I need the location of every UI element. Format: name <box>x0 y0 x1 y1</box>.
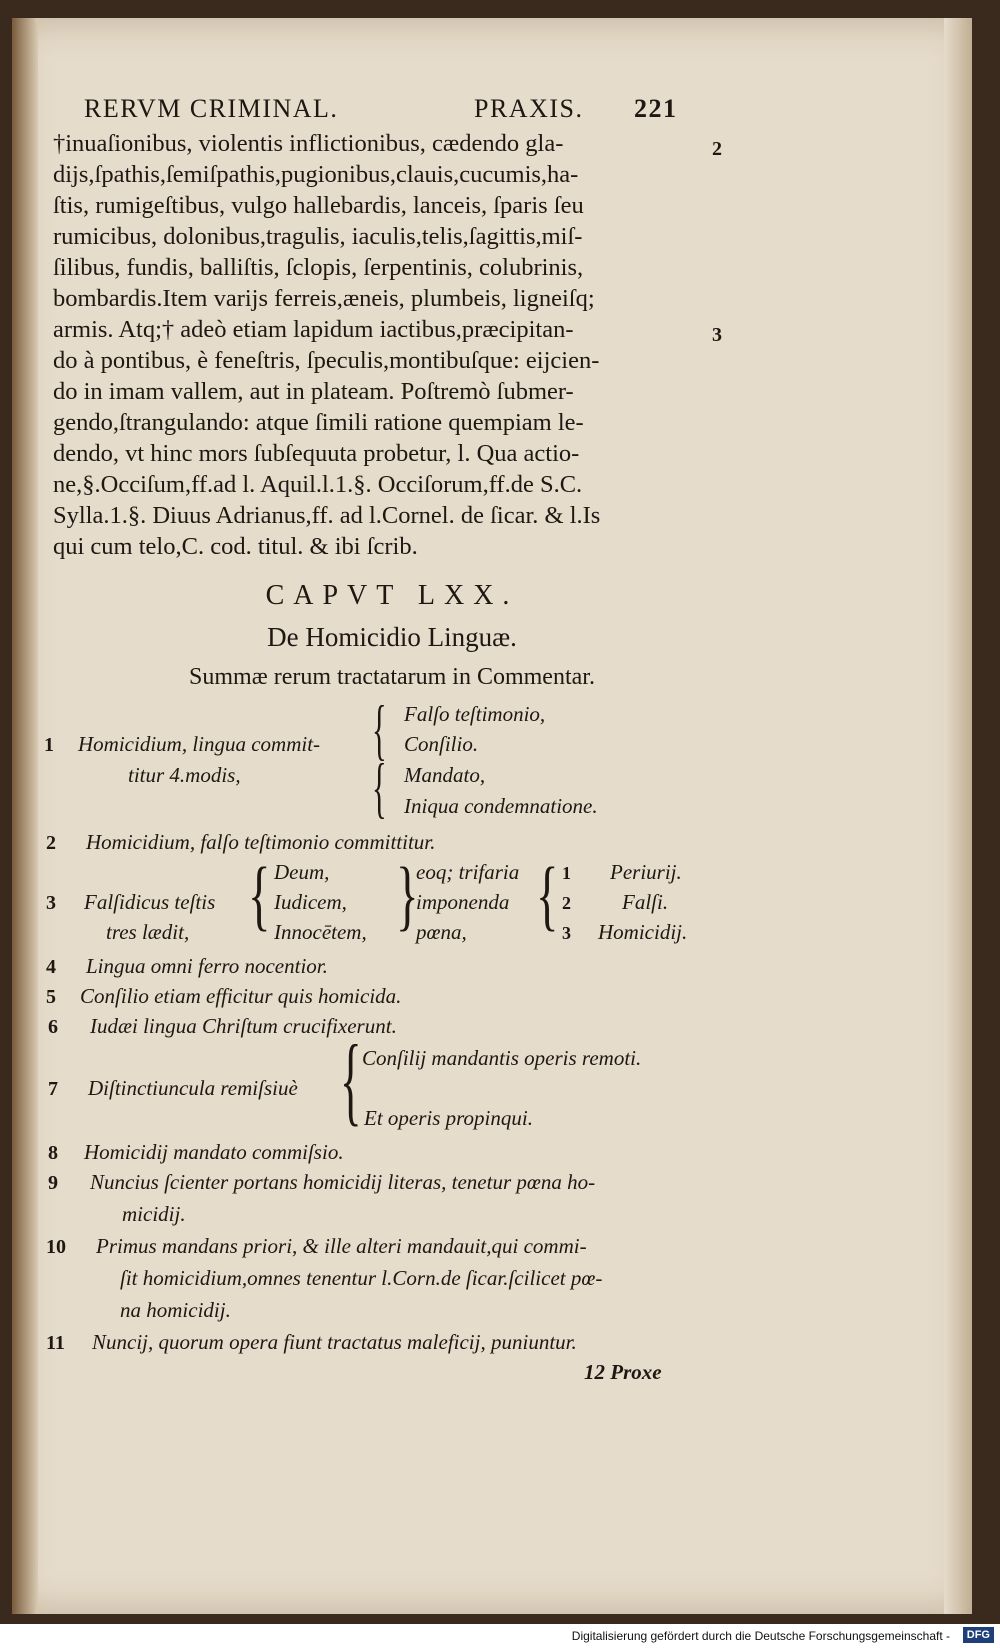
summary-item-10-b: ſit homicidium,omnes tenentur l.Corn.de ſicar.ſcilicet pœ- <box>120 1266 603 1290</box>
summary-item-7-option-1: Conſilij mandantis operis remoti. <box>362 1046 642 1070</box>
summary-item-1-option-1: Falſo teſtimonio, <box>404 702 546 726</box>
summary-item-1-b: titur 4.modis, <box>128 763 241 787</box>
summary-number-2: 2 <box>46 832 56 854</box>
chapter-subtitle: De Homicidio Linguæ. <box>267 622 517 652</box>
brace-item-3-b: } <box>396 851 419 938</box>
body-line-9: do in imam vallem, aut in plateam. Poſtremò ſubmer- <box>53 378 574 405</box>
summary-number-7: 7 <box>48 1078 58 1100</box>
book-spine-shadow <box>12 18 38 1614</box>
summary-number-1: 1 <box>44 734 54 756</box>
page-edge <box>944 18 972 1614</box>
body-line-1: †inuaſionibus, violentis inflictionibus, cædendo gla- <box>53 130 564 157</box>
body-line-13: Sylla.1.§. Diuus Adrianus,ff. ad l.Cornel. de ſicar. & l.Is <box>53 502 601 529</box>
brace-item-3-c: { <box>536 851 559 938</box>
summary-item-10-c: na homicidij. <box>120 1298 231 1322</box>
summary-item-3-b: tres lædit, <box>106 920 190 944</box>
summary-item-3-object-1: Deum, <box>274 860 330 884</box>
summary-item-3-penalty-2: imponenda <box>416 890 510 914</box>
body-line-14: qui cum telo,C. cod. titul. & ibi ſcrib. <box>53 533 418 560</box>
summary-item-10-a: Primus mandans priori, & ille alteri mandauit,qui commi- <box>96 1234 587 1258</box>
summary-number-11: 11 <box>46 1332 65 1354</box>
summary-number-4: 4 <box>46 956 56 978</box>
brace-item-3-a: { <box>248 851 271 938</box>
body-line-2: dijs,ſpathis,ſemiſpathis,pugionibus,clauis,cucumis,ha- <box>53 161 579 188</box>
brace-item-1-lower: { <box>372 749 387 825</box>
summary-number-9: 9 <box>48 1172 58 1194</box>
digitization-footer <box>0 1624 1000 1648</box>
summary-item-1-option-4: Iniqua condemnatione. <box>404 794 598 818</box>
summary-item-3-kind-number-3: 3 <box>562 923 571 943</box>
summary-item-9-b: micidij. <box>122 1202 186 1226</box>
summary-item-3-kind-3: Homicidij. <box>598 920 688 944</box>
book-page <box>12 18 972 1614</box>
summary-item-1-option-3: Mandato, <box>404 763 486 787</box>
summary-number-5: 5 <box>46 986 56 1008</box>
summary-number-8: 8 <box>48 1142 58 1164</box>
summary-heading: Summæ rerum tractatarum in Commentar. <box>189 664 595 690</box>
summary-item-7-option-2: Et operis propinqui. <box>364 1106 533 1130</box>
body-line-5: ſilibus, fundis, balliſtis, ſclopis, ſerpentinis, colubrinis, <box>53 254 584 281</box>
body-line-7: armis. Atq;† adeò etiam lapidum iactibus,præcipitan- <box>53 316 574 343</box>
running-title-2: PRAXIS. <box>474 94 584 123</box>
summary-item-11: Nuncij, quorum opera fiunt tractatus maleficij, puniuntur. <box>92 1330 577 1354</box>
summary-item-4: Lingua omni ferro nocentior. <box>86 954 328 978</box>
chapter-title: CAPVT LXX. <box>265 580 519 611</box>
summary-item-3-penalty-3: pœna, <box>416 920 467 944</box>
summary-item-3-kind-1: Periurij. <box>610 860 682 884</box>
summary-item-6: Iudæi lingua Chriſtum crucifixerunt. <box>90 1014 397 1038</box>
summary-item-1-a: Homicidium, lingua commit- <box>78 732 321 756</box>
body-line-12: ne,§.Occiſum,ff.ad l. Aquil.l.1.§. Occiſorum,ff.de S.C. <box>53 471 583 498</box>
summary-item-3-object-2: Iudicem, <box>274 890 347 914</box>
summary-item-9-a: Nuncius ſcienter portans homicidij literas, tenetur pœna ho- <box>90 1170 596 1194</box>
summary-item-3-penalty-1: eoq; trifaria <box>416 860 520 884</box>
dfg-logo: DFG <box>963 1627 994 1643</box>
summary-item-3-kind-number-1: 1 <box>562 863 571 883</box>
summary-item-3-a: Falſidicus teſtis <box>84 890 216 914</box>
summary-number-3: 3 <box>46 892 56 914</box>
body-line-3: ſtis, rumigeſtibus, vulgo hallebardis, lanceis, ſparis ſeu <box>53 192 584 219</box>
body-line-8: do à pontibus, è feneſtris, ſpeculis,montibuſque: eijcien- <box>53 347 600 374</box>
body-line-4: rumicibus, dolonibus,tragulis, iaculis,telis,ſagittis,miſ- <box>53 223 583 250</box>
summary-item-1-option-2: Conſilio. <box>404 732 479 756</box>
page-number: 221 <box>634 94 678 123</box>
summary-item-8: Homicidij mandato commiſsio. <box>84 1140 344 1164</box>
summary-item-7-a: Diſtinctiuncula remiſsiuè <box>88 1076 298 1100</box>
summary-number-6: 6 <box>48 1016 58 1038</box>
summary-item-3-kind-2: Falſi. <box>622 890 669 914</box>
margin-number-3: 3 <box>712 324 722 346</box>
summary-item-2: Homicidium, falſo teſtimonio committitur. <box>86 830 436 854</box>
footer-credit: Digitalisierung gefördert durch die Deutsche Forschungsgemeinschaft - <box>571 1629 950 1643</box>
catchword: 12 Proxe <box>584 1360 662 1384</box>
summary-item-5: Conſilio etiam efficitur quis homicida. <box>80 984 402 1008</box>
summary-item-3-object-3: Innocētem, <box>274 920 367 944</box>
running-title: RERVM CRIMINAL. <box>84 94 339 123</box>
body-line-10: gendo,ſtrangulando: atque ſimili ratione quempiam le- <box>53 409 584 436</box>
brace-item-7: { <box>340 1024 362 1135</box>
margin-number-2: 2 <box>712 138 722 160</box>
body-line-11: dendo, vt hinc mors ſubſequuta probetur, l. Qua actio- <box>53 440 580 467</box>
brace-item-1: { <box>372 691 387 767</box>
summary-number-10: 10 <box>46 1236 66 1258</box>
summary-item-3-kind-number-2: 2 <box>562 893 571 913</box>
body-line-6: bombardis.Item varijs ferreis,æneis, plumbeis, ligneiſq; <box>53 285 595 312</box>
